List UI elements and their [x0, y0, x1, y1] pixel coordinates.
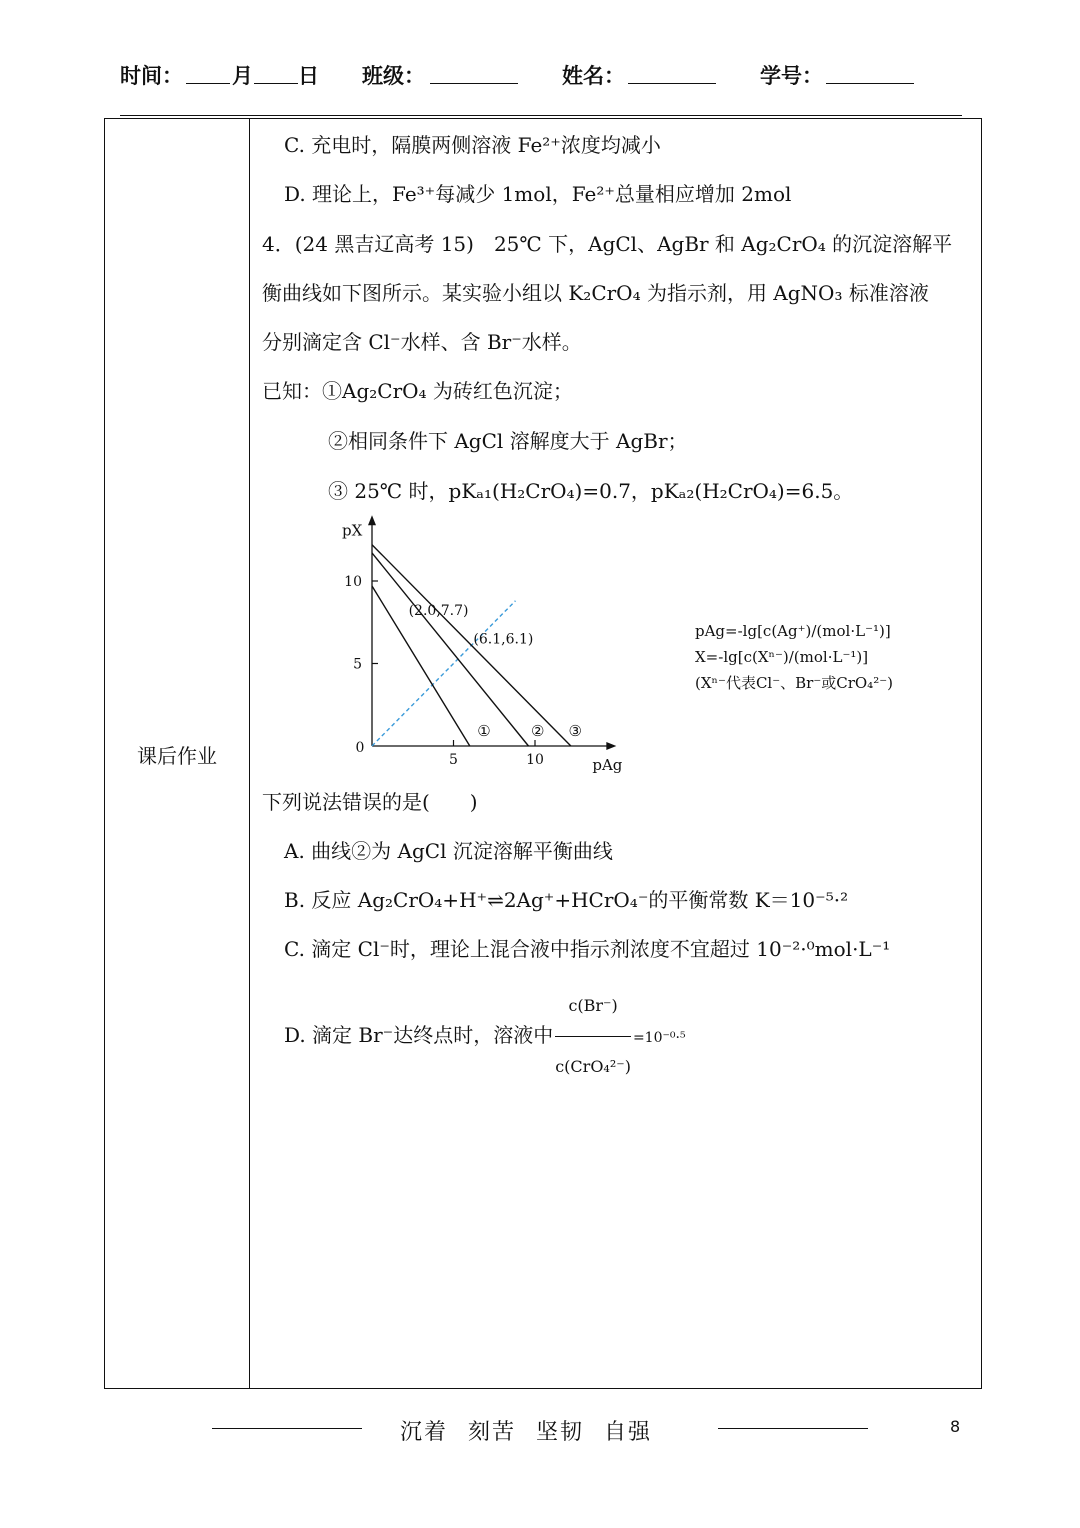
- month-label: 月: [232, 64, 253, 88]
- footer-rule-right: [718, 1428, 868, 1429]
- x-tick-label: 0: [355, 740, 365, 756]
- homework-label: 课后作业: [137, 744, 217, 768]
- fraction-numerator: c(Br⁻): [555, 978, 631, 1037]
- x-tick-label: 10: [526, 752, 544, 768]
- id-blank[interactable]: [826, 60, 914, 84]
- y-tick-label: 5: [353, 656, 362, 673]
- option-a: A. 曲线②为 AgCl 沉淀溶解平衡曲线: [284, 839, 613, 863]
- motto: [400, 1415, 672, 1446]
- fraction-denominator: c(CrO₄²⁻): [555, 1057, 631, 1076]
- page-number: 8: [950, 1417, 961, 1436]
- legend-note-xn: (Xⁿ⁻代表Cl⁻、Br⁻或CrO₄²⁻): [695, 674, 893, 692]
- footer: [0, 1415, 1080, 1445]
- motto-word-3: 坚韧: [536, 1420, 585, 1445]
- class-label: 班级：: [362, 64, 425, 88]
- motto-word-2: 刻苦: [468, 1420, 517, 1445]
- option-d-prefix: D. 滴定 Br⁻达终点时，溶液中: [284, 1023, 554, 1047]
- legend-notes: [695, 618, 893, 696]
- class-blank[interactable]: [430, 60, 518, 84]
- motto-word-1: 沉着: [400, 1420, 449, 1445]
- name-label: 姓名：: [562, 64, 625, 88]
- series-line-2: [372, 553, 528, 746]
- question-line-3: 分别滴定含 Cl⁻水样、含 Br⁻水样。: [262, 330, 582, 354]
- reference-line: [372, 601, 515, 746]
- header-rule: [120, 115, 962, 116]
- motto-word-4: 自强: [604, 1420, 653, 1445]
- name-blank[interactable]: [628, 60, 716, 84]
- time-label: 时间：: [120, 64, 183, 88]
- y-axis-label: pX: [342, 521, 363, 540]
- question-line-1: 4．(24 黑吉辽高考 15) 25℃ 下，AgCl、AgBr 和 Ag₂CrO₄ 的沉淀溶解平: [262, 232, 953, 256]
- question-prompt: 下列说法错误的是( ): [262, 790, 478, 814]
- x-axis-arrow: [606, 742, 616, 750]
- known-1: 已知：①Ag₂CrO₄ 为砖红色沉淀；: [262, 379, 573, 403]
- option-c: C. 滴定 Cl⁻时，理论上混合液中指示剂浓度不宜超过 10⁻²·⁰mol·L⁻¹: [284, 937, 891, 961]
- known-2: ②相同条件下 AgCl 溶解度大于 AgBr；: [328, 429, 688, 453]
- option-d: [284, 978, 686, 1095]
- question-line-2: 衡曲线如下图所示。某实验小组以 K₂CrO₄ 为指示剂，用 AgNO₃ 标准溶液: [262, 281, 929, 305]
- y-tick-label: 10: [344, 574, 362, 590]
- option-d-prev: D. 理论上，Fe³⁺每减少 1mol，Fe²⁺总量相应增加 2mol: [284, 182, 792, 206]
- month-blank[interactable]: [186, 60, 230, 84]
- day-blank[interactable]: [254, 60, 298, 84]
- curve-label-1: ①: [477, 722, 491, 740]
- legend-note-pag: pAg=-lg[c(Ag⁺)/(mol·L⁻¹)]: [695, 622, 891, 640]
- x-tick-label: 5: [449, 752, 458, 768]
- legend-note-x: X=-lg[c(Xⁿ⁻)/(mol·L⁻¹)]: [695, 648, 869, 666]
- footer-rule-left: [212, 1428, 362, 1429]
- curve-label-3: ③: [568, 722, 582, 740]
- option-b: B. 反应 Ag₂CrO₄+H⁺⇌2Ag⁺+HCrO₄⁻的平衡常数 K＝10⁻⁵·²: [284, 888, 849, 912]
- option-d-fraction: [555, 978, 631, 1095]
- id-label: 学号：: [760, 64, 823, 88]
- day-label: 日: [298, 64, 319, 88]
- annotation-point-1: (2.0,7.7): [408, 602, 469, 619]
- solubility-chart: [330, 510, 630, 780]
- x-axis-label: pAg: [592, 756, 623, 774]
- option-c-prev: C. 充电时，隔膜两侧溶液 Fe²⁺浓度均减小: [284, 133, 661, 157]
- option-d-suffix: =10⁻⁰·⁵: [632, 1030, 686, 1046]
- known-3: ③ 25℃ 时，pKₐ₁(H₂CrO₄)=0.7，pKₐ₂(H₂CrO₄)=6.5。: [328, 479, 854, 503]
- y-axis-arrow: [368, 515, 376, 525]
- curve-label-2: ②: [531, 722, 545, 740]
- worksheet-header: [0, 60, 1080, 96]
- annotation-point-2: (6.1,6.1): [473, 631, 534, 648]
